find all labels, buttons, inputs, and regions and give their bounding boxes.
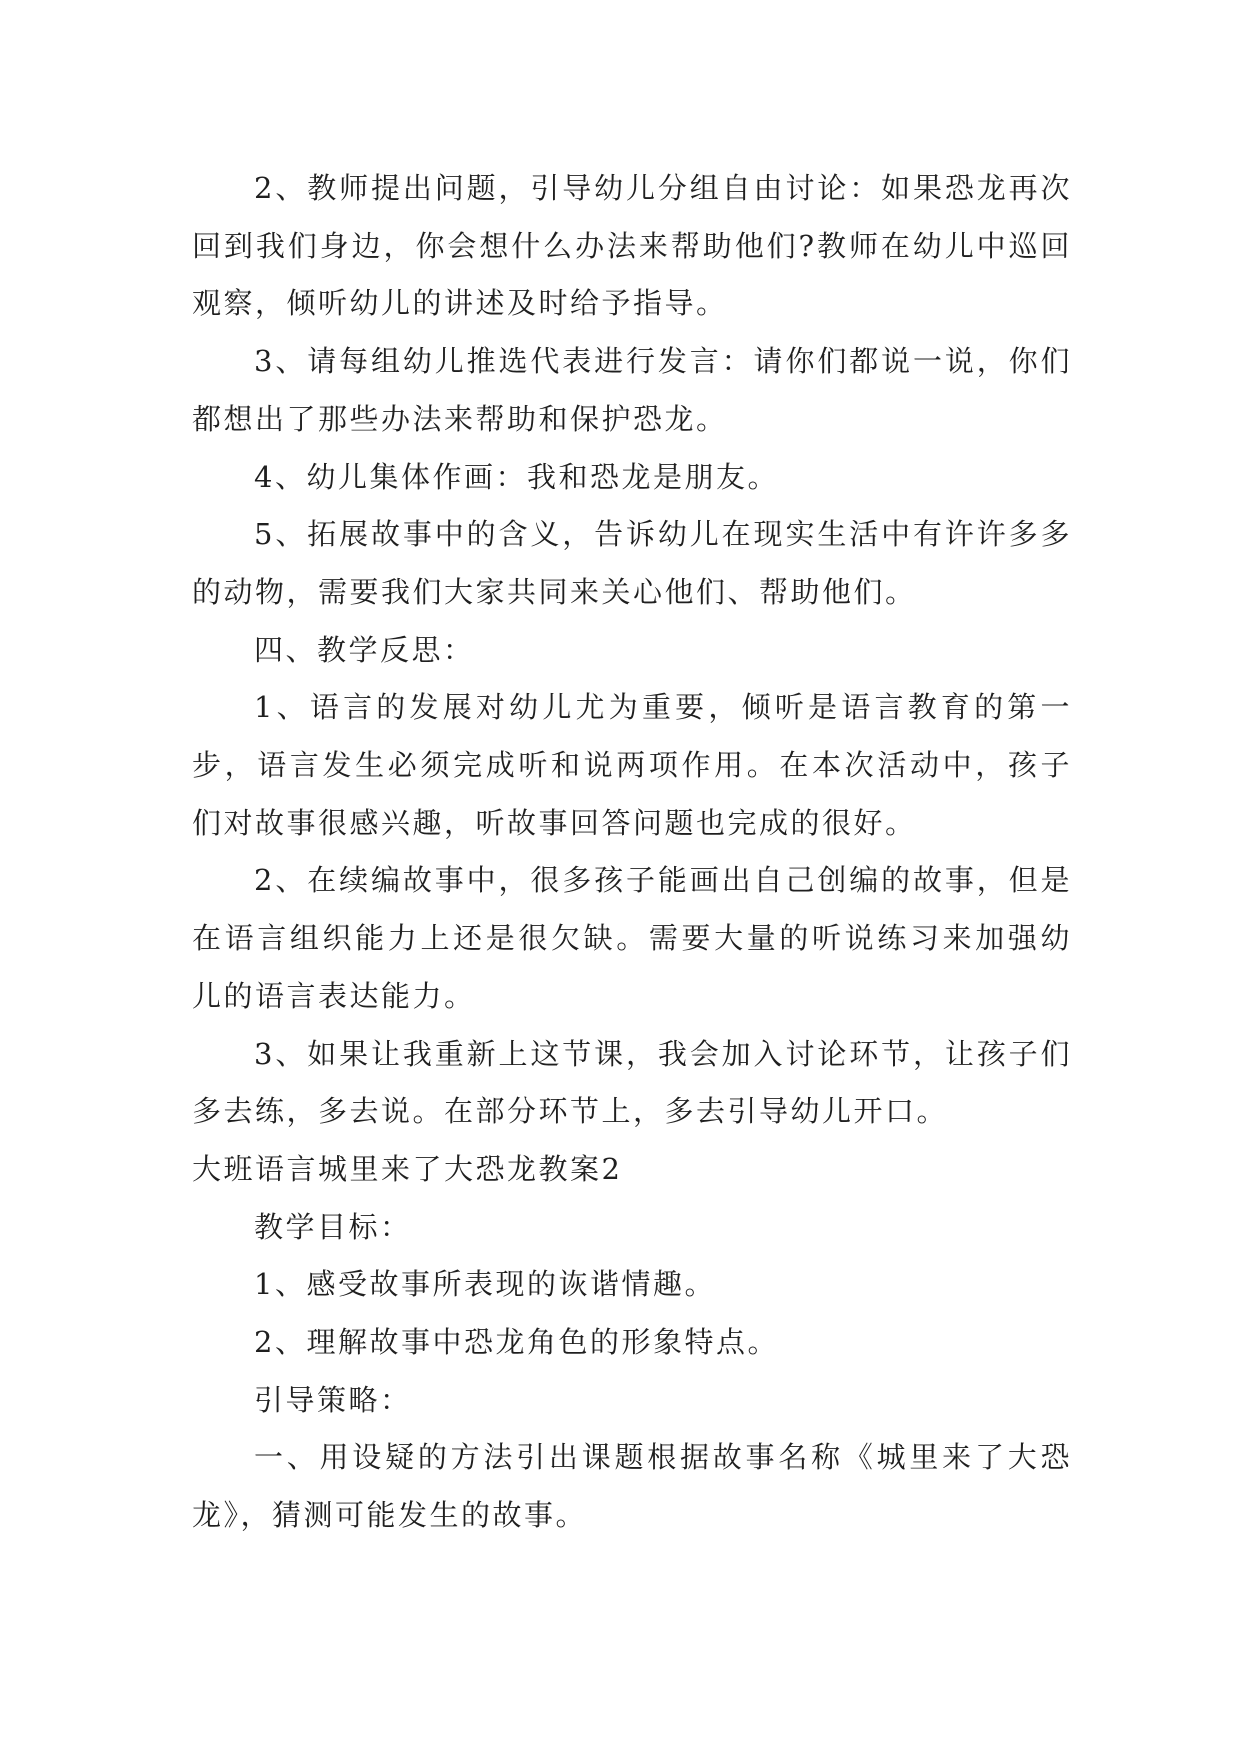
heading-guidance-strategy: 引导策略： — [254, 1382, 412, 1417]
heading-teaching-reflection: 四、教学反思： — [254, 632, 475, 667]
paragraph-reflection-3: 3、如果让我重新上这节课，我会加入讨论环节，让孩子们多去练，多去说。在部分环节上，多去引导幼儿开口。 — [192, 1036, 1072, 1129]
goal-item-2: 2、理解故事中恐龙角色的形象特点。 — [254, 1325, 779, 1360]
paragraph-representative-speech: 3、请每组幼儿推选代表进行发言：请你们都说一说，你们都想出了那些办法来帮助和保护恐龙。 — [192, 344, 1072, 436]
goal-item-1: 1、感受故事所表现的诙谐情趣。 — [254, 1267, 716, 1302]
document-body — [192, 160, 1072, 1545]
heading-teaching-goals: 教学目标： — [254, 1209, 412, 1244]
section-title: 大班语言城里来了大恐龙教案2 — [192, 1151, 623, 1186]
paragraph-reflection-1: 1、语言的发展对幼儿尤为重要，倾听是语言教育的第一步，语言发生必须完成听和说两项作用。在本次活动中，孩子们对故事很感兴趣，听故事回答问题也完成的很好。 — [192, 690, 1072, 840]
paragraph-group-drawing: 4、幼儿集体作画：我和恐龙是朋友。 — [254, 459, 779, 494]
paragraph-discussion: 2、教师提出问题，引导幼儿分组自由讨论：如果恐龙再次回到我们身边，你会想什么办法来帮助他们?教师在幼儿中巡回观察，倾听幼儿的讲述及时给予指导。 — [192, 171, 1072, 321]
strategy-item-1: 一、用设疑的方法引出课题根据故事名称《城里来了大恐龙》，猜测可能发生的故事。 — [192, 1440, 1072, 1533]
paragraph-reflection-2: 2、在续编故事中，很多孩子能画出自己创编的故事，但是在语言组织能力上还是很欠缺。需要大量的听说练习来加强幼儿的语言表达能力。 — [192, 863, 1072, 1013]
paragraph-extend-meaning: 5、拓展故事中的含义，告诉幼儿在现实生活中有许许多多的动物，需要我们大家共同来关心他们、帮助他们。 — [192, 517, 1072, 609]
